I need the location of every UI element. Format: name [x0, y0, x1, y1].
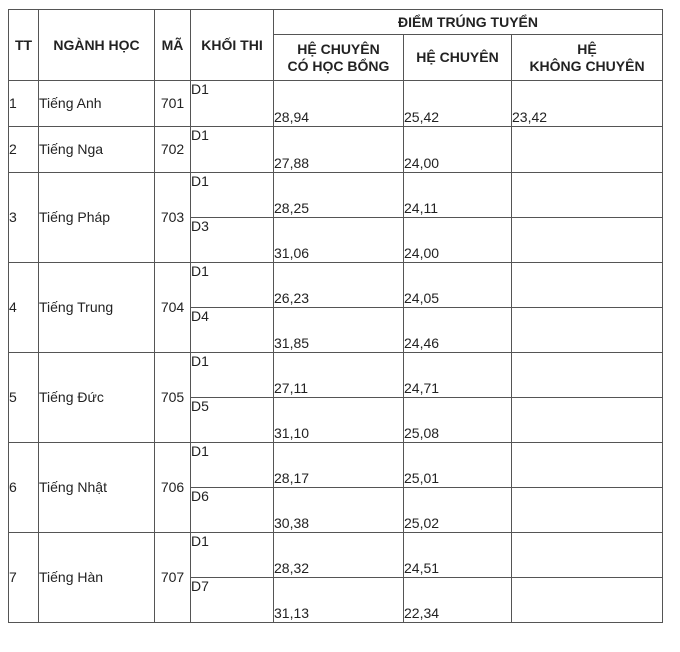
cell-he-khong-chuyen	[512, 488, 663, 533]
cell-he-khong-chuyen	[512, 398, 663, 443]
cell-nganh-hoc: Tiếng Đức	[39, 353, 155, 443]
cell-khoi-thi: D1	[191, 81, 274, 127]
header-diem-trung-tuyen: ĐIỂM TRÚNG TUYỂN	[274, 10, 663, 35]
cell-nganh-hoc: Tiếng Nhật	[39, 443, 155, 533]
header-he-chuyen: HỆ CHUYÊN	[404, 35, 512, 81]
cell-he-chuyen-hoc-bong: 27,11	[274, 353, 404, 398]
cell-khoi-thi: D1	[191, 173, 274, 218]
cell-tt: 3	[9, 173, 39, 263]
cell-tt: 4	[9, 263, 39, 353]
header-he-khong-chuyen-line2: KHÔNG CHUYÊN	[529, 57, 645, 74]
cell-khoi-thi: D1	[191, 353, 274, 398]
cell-nganh-hoc: Tiếng Anh	[39, 81, 155, 127]
cell-he-chuyen-hoc-bong: 27,88	[274, 127, 404, 173]
cell-he-chuyen: 24,05	[404, 263, 512, 308]
cell-he-khong-chuyen	[512, 533, 663, 578]
cell-he-chuyen: 22,34	[404, 578, 512, 623]
cell-khoi-thi: D6	[191, 488, 274, 533]
cell-nganh-hoc: Tiếng Trung	[39, 263, 155, 353]
cell-he-chuyen-hoc-bong: 28,94	[274, 81, 404, 127]
cell-ma: 702	[155, 127, 191, 173]
table-body	[9, 81, 663, 623]
cell-he-chuyen: 24,11	[404, 173, 512, 218]
cell-ma: 705	[155, 353, 191, 443]
cell-khoi-thi: D3	[191, 218, 274, 263]
cell-ma: 703	[155, 173, 191, 263]
header-he-chuyen-hoc-bong-line1: HỆ CHUYÊN	[297, 40, 380, 57]
cell-he-chuyen-hoc-bong: 28,25	[274, 173, 404, 218]
cell-he-chuyen-hoc-bong: 26,23	[274, 263, 404, 308]
cell-he-khong-chuyen	[512, 127, 663, 173]
cell-he-chuyen-hoc-bong: 28,32	[274, 533, 404, 578]
cell-he-khong-chuyen	[512, 218, 663, 263]
cell-ma: 704	[155, 263, 191, 353]
cell-he-khong-chuyen	[512, 308, 663, 353]
table-row	[9, 533, 663, 578]
admission-scores-table	[8, 9, 663, 623]
cell-khoi-thi: D4	[191, 308, 274, 353]
cell-he-chuyen: 24,46	[404, 308, 512, 353]
cell-he-khong-chuyen	[512, 173, 663, 218]
cell-khoi-thi: D7	[191, 578, 274, 623]
cell-he-khong-chuyen	[512, 443, 663, 488]
cell-he-khong-chuyen: 23,42	[512, 81, 663, 127]
header-he-khong-chuyen	[512, 35, 663, 81]
cell-he-chuyen: 25,02	[404, 488, 512, 533]
header-he-khong-chuyen-line1: HỆ	[577, 40, 597, 57]
cell-he-chuyen-hoc-bong: 31,10	[274, 398, 404, 443]
cell-he-chuyen: 24,71	[404, 353, 512, 398]
cell-he-chuyen: 24,51	[404, 533, 512, 578]
table-row	[9, 127, 663, 173]
cell-khoi-thi: D1	[191, 533, 274, 578]
cell-he-chuyen-hoc-bong: 31,06	[274, 218, 404, 263]
cell-he-chuyen-hoc-bong: 31,85	[274, 308, 404, 353]
header-tt: TT	[9, 10, 39, 81]
cell-he-chuyen: 24,00	[404, 127, 512, 173]
cell-he-chuyen: 25,08	[404, 398, 512, 443]
table-row	[9, 81, 663, 127]
header-he-chuyen-hoc-bong	[274, 35, 404, 81]
header-ma: MÃ	[155, 10, 191, 81]
cell-tt: 2	[9, 127, 39, 173]
cell-nganh-hoc: Tiếng Hàn	[39, 533, 155, 623]
cell-nganh-hoc: Tiếng Pháp	[39, 173, 155, 263]
cell-ma: 701	[155, 81, 191, 127]
cell-he-chuyen: 24,00	[404, 218, 512, 263]
cell-tt: 6	[9, 443, 39, 533]
cell-tt: 5	[9, 353, 39, 443]
cell-khoi-thi: D5	[191, 398, 274, 443]
cell-khoi-thi: D1	[191, 127, 274, 173]
table-row	[9, 263, 663, 308]
table-row	[9, 443, 663, 488]
cell-he-khong-chuyen	[512, 353, 663, 398]
cell-tt: 7	[9, 533, 39, 623]
cell-ma: 706	[155, 443, 191, 533]
table-row	[9, 353, 663, 398]
header-nganh-hoc: NGÀNH HỌC	[39, 10, 155, 81]
header-he-chuyen-hoc-bong-line2: CÓ HỌC BỔNG	[287, 57, 390, 74]
cell-khoi-thi: D1	[191, 443, 274, 488]
table-row	[9, 173, 663, 218]
cell-he-khong-chuyen	[512, 578, 663, 623]
cell-he-chuyen-hoc-bong: 31,13	[274, 578, 404, 623]
cell-khoi-thi: D1	[191, 263, 274, 308]
header-khoi-thi: KHỐI THI	[191, 10, 274, 81]
cell-nganh-hoc: Tiếng Nga	[39, 127, 155, 173]
cell-he-chuyen: 25,01	[404, 443, 512, 488]
cell-he-chuyen: 25,42	[404, 81, 512, 127]
cell-he-chuyen-hoc-bong: 30,38	[274, 488, 404, 533]
cell-tt: 1	[9, 81, 39, 127]
cell-he-chuyen-hoc-bong: 28,17	[274, 443, 404, 488]
cell-he-khong-chuyen	[512, 263, 663, 308]
cell-ma: 707	[155, 533, 191, 623]
